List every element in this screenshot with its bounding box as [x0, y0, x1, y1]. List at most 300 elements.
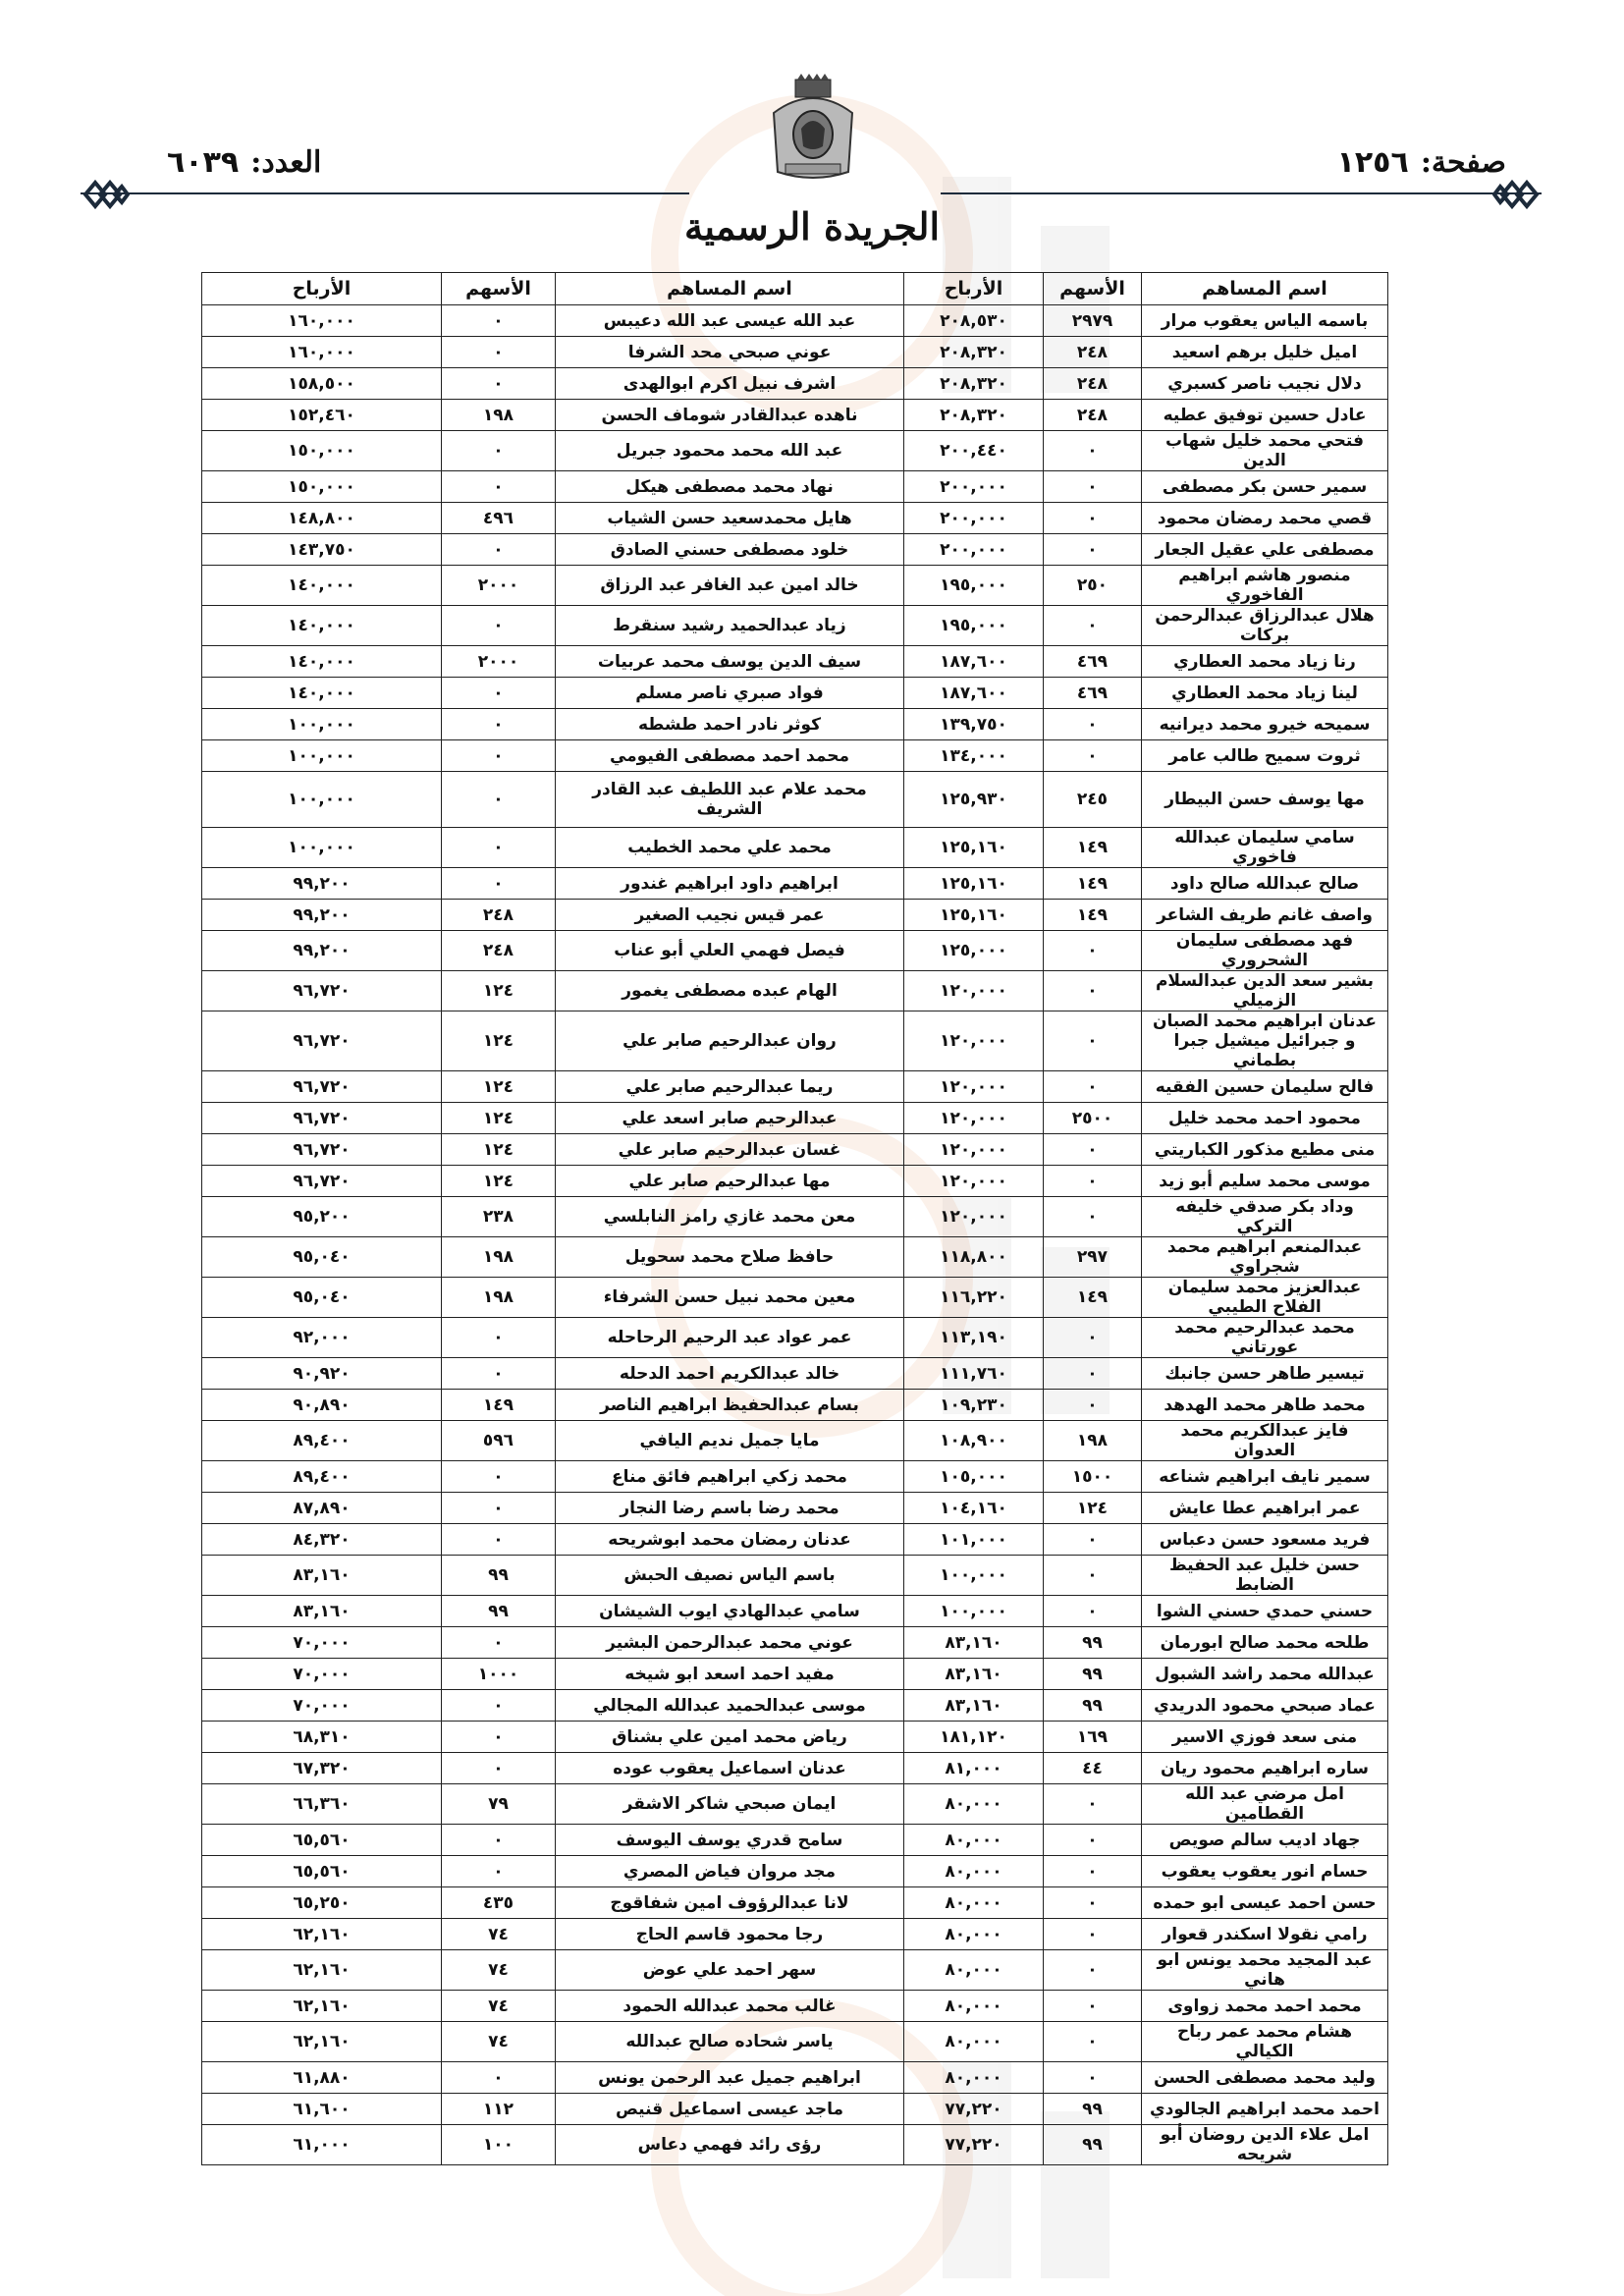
shares-count-right: ٢٤٨ — [1044, 368, 1142, 400]
shares-count-left: ١١٢ — [442, 2094, 556, 2125]
shareholder-name-right: امل علاء الدين روضان أبو شريحه — [1142, 2125, 1388, 2165]
shares-count-right: ١٤٩ — [1044, 1278, 1142, 1318]
table-row — [202, 2094, 1388, 2125]
shareholder-name-right: صالح عبدالله صالح داود — [1142, 868, 1388, 900]
shares-count-right: ١٩٨ — [1044, 1421, 1142, 1461]
table-row — [202, 1358, 1388, 1390]
shares-count-left: ١٢٤ — [442, 1011, 556, 1071]
profits-amount-right: ١٩٥,٠٠٠ — [904, 566, 1044, 606]
profits-amount-left: ١٦٠,٠٠٠ — [202, 337, 442, 368]
shareholder-name-right: رامي نقولا اسكندر قعوار — [1142, 1919, 1388, 1950]
shareholder-name-left: موسى عبدالحميد عبدالله المجالي — [556, 1690, 904, 1722]
shareholder-name-right: فايز عبدالكريم محمد العدوان — [1142, 1421, 1388, 1461]
shares-count-right: ٠ — [1044, 2062, 1142, 2094]
table-row — [202, 1461, 1388, 1493]
shareholder-name-left: لانا عبدالرؤوف امين شفاقوج — [556, 1887, 904, 1919]
profits-amount-right: ١٠٨,٩٠٠ — [904, 1421, 1044, 1461]
shares-count-left: ٠ — [442, 1722, 556, 1753]
shares-count-left: ٠ — [442, 606, 556, 646]
shareholder-name-left: رؤى رائد فهمي دعاس — [556, 2125, 904, 2165]
shares-count-right: ٩٩ — [1044, 1659, 1142, 1690]
shareholder-name-left: عبد الله عيسى عبد الله دعيبس — [556, 305, 904, 337]
shares-count-right: ٢٩٧٩ — [1044, 305, 1142, 337]
table-row — [202, 1753, 1388, 1784]
issue-label-text: العدد: — [250, 145, 322, 180]
shares-count-right: ٢٤٥ — [1044, 772, 1142, 828]
shareholder-name-right: محمد طاهر محمد الهدهد — [1142, 1390, 1388, 1421]
profits-amount-left: ٨٣,١٦٠ — [202, 1596, 442, 1627]
shares-count-left: ٠ — [442, 1690, 556, 1722]
shareholder-name-right: عدنان ابراهيم محمد الصبان و جبرائيل ميشيل جبرا بطماني — [1142, 1011, 1388, 1071]
header-name-left: اسم المساهم — [556, 273, 904, 305]
coat-of-arms-emblem — [766, 74, 860, 182]
shares-count-left: ١٠٠٠ — [442, 1659, 556, 1690]
shareholder-name-left: خالد عبدالكريم احمد الدحله — [556, 1358, 904, 1390]
table-row — [202, 1690, 1388, 1722]
shares-count-left: ١٩٨ — [442, 1278, 556, 1318]
shareholder-name-right: ساره ابراهيم محمود ريان — [1142, 1753, 1388, 1784]
table-row — [202, 1919, 1388, 1950]
shareholder-name-right: احمد محمد ابراهيم الجالودي — [1142, 2094, 1388, 2125]
shares-count-left: ٠ — [442, 1524, 556, 1556]
shareholder-name-right: قصي محمد رمضان محمود — [1142, 503, 1388, 534]
shares-count-left: ٢٤٨ — [442, 931, 556, 971]
shares-count-left: ٠ — [442, 1627, 556, 1659]
profits-amount-right: ٢٠٠,٠٠٠ — [904, 503, 1044, 534]
shares-count-right: ٠ — [1044, 1556, 1142, 1596]
profits-amount-right: ١٠٩,٢٣٠ — [904, 1390, 1044, 1421]
profits-amount-left: ٦١,٨٨٠ — [202, 2062, 442, 2094]
shares-count-left: ٠ — [442, 709, 556, 740]
header-rule-left — [81, 192, 689, 194]
profits-amount-left: ٩٥,٠٤٠ — [202, 1278, 442, 1318]
shares-count-left: ١٤٩ — [442, 1390, 556, 1421]
shareholder-name-right: فتحي محمد خليل شهاب الدين — [1142, 431, 1388, 471]
shareholder-name-left: غالب محمد عبدالله الحمود — [556, 1991, 904, 2022]
shares-count-right: ٤٤ — [1044, 1753, 1142, 1784]
shareholder-name-left: عوني صبحي محد الشرفا — [556, 337, 904, 368]
profits-amount-left: ٦٥,٥٦٠ — [202, 1856, 442, 1887]
profits-amount-right: ١٨٧,٦٠٠ — [904, 646, 1044, 678]
issue-number-label — [167, 145, 321, 180]
shares-count-right: ٠ — [1044, 709, 1142, 740]
shares-count-left: ١٢٤ — [442, 1103, 556, 1134]
shareholders-table — [201, 272, 1388, 2165]
header-name-right: اسم المساهم — [1142, 273, 1388, 305]
table-row — [202, 2125, 1388, 2165]
shareholder-name-left: ابراهيم داود ابراهيم غندور — [556, 868, 904, 900]
shares-count-right: ٠ — [1044, 1856, 1142, 1887]
shares-count-left: ٢٠٠٠ — [442, 646, 556, 678]
table-row — [202, 1134, 1388, 1166]
table-row — [202, 534, 1388, 566]
profits-amount-left: ٨٧,٨٩٠ — [202, 1493, 442, 1524]
shares-count-right: ٤٦٩ — [1044, 646, 1142, 678]
shares-count-left: ١٢٤ — [442, 1166, 556, 1197]
shares-count-right: ٠ — [1044, 1166, 1142, 1197]
shareholder-name-left: مجد مروان فياض المصري — [556, 1856, 904, 1887]
shares-count-right: ٢٤٨ — [1044, 337, 1142, 368]
profits-amount-right: ١٠٤,١٦٠ — [904, 1493, 1044, 1524]
table-row — [202, 1950, 1388, 1991]
profits-amount-left: ٦١,٠٠٠ — [202, 2125, 442, 2165]
shareholder-name-left: عبد الله محمد محمود جبريل — [556, 431, 904, 471]
header-rule-right — [941, 192, 1542, 194]
shares-count-left: ١٢٤ — [442, 1134, 556, 1166]
shareholder-name-right: فالح سليمان حسين الفقيه — [1142, 1071, 1388, 1103]
table-row — [202, 1856, 1388, 1887]
shares-count-right: ٠ — [1044, 431, 1142, 471]
profits-amount-right: ١١٨,٨٠٠ — [904, 1237, 1044, 1278]
profits-amount-left: ٦٨,٣١٠ — [202, 1722, 442, 1753]
table-row — [202, 1524, 1388, 1556]
profits-amount-left: ١٦٠,٠٠٠ — [202, 305, 442, 337]
shares-count-left: ٠ — [442, 1753, 556, 1784]
profits-amount-left: ١٤٠,٠٠٠ — [202, 678, 442, 709]
shareholder-name-right: هلال عبدالرزاق عبدالرحمن بركات — [1142, 606, 1388, 646]
shareholder-name-right: فريد مسعود حسن دعباس — [1142, 1524, 1388, 1556]
table-row — [202, 2022, 1388, 2062]
profits-amount-left: ٩٦,٧٢٠ — [202, 1166, 442, 1197]
shares-count-right: ٠ — [1044, 2022, 1142, 2062]
profits-amount-right: ١١١,٧٦٠ — [904, 1358, 1044, 1390]
profits-amount-right: ٢٠٨,٣٢٠ — [904, 337, 1044, 368]
profits-amount-left: ٨٩,٤٠٠ — [202, 1421, 442, 1461]
shareholder-name-right: محمود احمد محمد خليل — [1142, 1103, 1388, 1134]
shares-count-right: ٠ — [1044, 1991, 1142, 2022]
shares-count-left: ١٢٤ — [442, 971, 556, 1011]
table-row — [202, 1825, 1388, 1856]
shareholder-name-right: عبد المجيد محمد يونس ابو هاني — [1142, 1950, 1388, 1991]
shares-count-right: ٠ — [1044, 1390, 1142, 1421]
shareholder-name-right: وليد محمد مصطفى الحسن — [1142, 2062, 1388, 2094]
table-row — [202, 1103, 1388, 1134]
profits-amount-left: ١٥٠,٠٠٠ — [202, 471, 442, 503]
profits-amount-right: ٨٣,١٦٠ — [904, 1690, 1044, 1722]
profits-amount-left: ٧٠,٠٠٠ — [202, 1659, 442, 1690]
table-row — [202, 971, 1388, 1011]
table-row — [202, 1493, 1388, 1524]
profits-amount-right: ٨٣,١٦٠ — [904, 1659, 1044, 1690]
shares-count-left: ٧٤ — [442, 1950, 556, 1991]
profits-amount-left: ١٠٠,٠٠٠ — [202, 740, 442, 772]
profits-amount-right: ٨٠,٠٠٠ — [904, 1784, 1044, 1825]
profits-amount-right: ١٢٥,١٦٠ — [904, 868, 1044, 900]
table-row — [202, 2062, 1388, 2094]
shareholder-name-left: رياض محمد امين علي بشناق — [556, 1722, 904, 1753]
shares-count-left: ١٢٤ — [442, 1071, 556, 1103]
table-row — [202, 1722, 1388, 1753]
shareholder-name-left: روان عبدالرحيم صابر علي — [556, 1011, 904, 1071]
profits-amount-left: ٦٢,١٦٠ — [202, 2022, 442, 2062]
profits-amount-right: ٨٠,٠٠٠ — [904, 1950, 1044, 1991]
shares-count-left: ٠ — [442, 1825, 556, 1856]
profits-amount-left: ٩٠,٨٩٠ — [202, 1390, 442, 1421]
shares-count-left: ٠ — [442, 1318, 556, 1358]
profits-amount-right: ١١٦,٢٢٠ — [904, 1278, 1044, 1318]
shares-count-left: ٠ — [442, 1461, 556, 1493]
shareholder-name-right: عبدالله محمد راشد الشبول — [1142, 1659, 1388, 1690]
shares-count-right: ٠ — [1044, 1596, 1142, 1627]
table-row — [202, 400, 1388, 431]
shareholder-name-right: حسن احمد عيسى ابو حمده — [1142, 1887, 1388, 1919]
table-row — [202, 900, 1388, 931]
profits-amount-left: ٩٦,٧٢٠ — [202, 1134, 442, 1166]
profits-amount-left: ١٥٠,٠٠٠ — [202, 431, 442, 471]
shareholder-name-left: سامي عبدالهادي ايوب الشيشان — [556, 1596, 904, 1627]
table-row — [202, 1421, 1388, 1461]
shares-count-left: ٧٤ — [442, 1991, 556, 2022]
shares-count-left: ٢٠٠٠ — [442, 566, 556, 606]
table-row — [202, 431, 1388, 471]
profits-amount-right: ١٨١,١٢٠ — [904, 1722, 1044, 1753]
shareholder-name-right: حسام انور يعقوب يعقوب — [1142, 1856, 1388, 1887]
profits-amount-right: ١٠١,٠٠٠ — [904, 1524, 1044, 1556]
table-row — [202, 1596, 1388, 1627]
shares-count-right: ١٥٠٠ — [1044, 1461, 1142, 1493]
profits-amount-right: ١١٣,١٩٠ — [904, 1318, 1044, 1358]
shareholder-name-right: حسن خليل عبد الحفيظ الضابط — [1142, 1556, 1388, 1596]
shareholder-name-right: موسى محمد سليم أبو زيد — [1142, 1166, 1388, 1197]
profits-amount-left: ١٥٢,٤٦٠ — [202, 400, 442, 431]
profits-amount-left: ٩٩,٢٠٠ — [202, 868, 442, 900]
profits-amount-right: ٧٧,٢٢٠ — [904, 2125, 1044, 2165]
shares-count-left: ٠ — [442, 1856, 556, 1887]
shares-count-right: ٤٦٩ — [1044, 678, 1142, 709]
shares-count-left: ٠ — [442, 534, 556, 566]
profits-amount-left: ٨٣,١٦٠ — [202, 1556, 442, 1596]
shares-count-left: ٠ — [442, 828, 556, 868]
table-row — [202, 471, 1388, 503]
table-row — [202, 709, 1388, 740]
shareholder-name-left: عمر عواد عبد الرحيم الرحاحله — [556, 1318, 904, 1358]
shareholder-name-left: غسان عبدالرحيم صابر علي — [556, 1134, 904, 1166]
shares-count-left: ٠ — [442, 740, 556, 772]
shares-count-right: ٩٩ — [1044, 2094, 1142, 2125]
shareholder-name-left: محمد احمد مصطفى الفيومي — [556, 740, 904, 772]
profits-amount-right: ٢٠٠,٠٠٠ — [904, 534, 1044, 566]
shareholder-name-right: مها يوسف حسن البيطار — [1142, 772, 1388, 828]
shareholder-name-left: ماجد عيسى اسماعيل قنيص — [556, 2094, 904, 2125]
profits-amount-right: ٢٠٨,٥٣٠ — [904, 305, 1044, 337]
profits-amount-right: ٨٠,٠٠٠ — [904, 1991, 1044, 2022]
profits-amount-right: ١٢٥,١٦٠ — [904, 828, 1044, 868]
table-row — [202, 566, 1388, 606]
shares-count-left: ٢٤٨ — [442, 900, 556, 931]
shareholder-name-left: خالد امين عبد الغافر عبد الرزاق — [556, 566, 904, 606]
profits-amount-right: ١٢٥,١٦٠ — [904, 900, 1044, 931]
shareholder-name-left: باسم الياس نصيف الحبش — [556, 1556, 904, 1596]
shares-count-left: ٧٤ — [442, 1919, 556, 1950]
shares-count-right: ٠ — [1044, 503, 1142, 534]
profits-amount-right: ١٢٠,٠٠٠ — [904, 1166, 1044, 1197]
profits-amount-left: ١٤٨,٨٠٠ — [202, 503, 442, 534]
gazette-title: الجريدة الرسمية — [683, 204, 941, 248]
table-row — [202, 1887, 1388, 1919]
profits-amount-left: ١٠٠,٠٠٠ — [202, 772, 442, 828]
profits-amount-right: ١٠٥,٠٠٠ — [904, 1461, 1044, 1493]
page-number: ١٢٥٦ — [1336, 145, 1409, 180]
shares-count-right: ٩٩ — [1044, 2125, 1142, 2165]
shares-count-left: ٠ — [442, 678, 556, 709]
shareholder-name-left: ريما عبدالرحيم صابر علي — [556, 1071, 904, 1103]
shareholder-name-right: تيسير طاهر حسن جانبك — [1142, 1358, 1388, 1390]
header-profits-right: الأرباح — [904, 273, 1044, 305]
shares-count-left: ٢٣٨ — [442, 1197, 556, 1237]
profits-amount-left: ١٥٨,٥٠٠ — [202, 368, 442, 400]
shareholder-name-left: مفيد احمد اسعد ابو شيخه — [556, 1659, 904, 1690]
profits-amount-left: ١٤٣,٧٥٠ — [202, 534, 442, 566]
shareholder-name-left: ابراهيم جميل عبد الرحمن يونس — [556, 2062, 904, 2094]
profits-amount-right: ٨٠,٠٠٠ — [904, 1856, 1044, 1887]
profits-amount-left: ٩٦,٧٢٠ — [202, 1071, 442, 1103]
shareholder-name-left: عوني محمد عبدالرحمن البشير — [556, 1627, 904, 1659]
table-row — [202, 1556, 1388, 1596]
shares-count-left: ١٩٨ — [442, 400, 556, 431]
profits-amount-right: ١٢٠,٠٠٠ — [904, 1134, 1044, 1166]
shares-count-right: ١٤٩ — [1044, 828, 1142, 868]
shareholder-name-left: سيف الدين يوسف محمد عربيات — [556, 646, 904, 678]
shareholder-name-left: مها عبدالرحيم صابر علي — [556, 1166, 904, 1197]
table-row — [202, 646, 1388, 678]
shareholder-name-right: مصطفى علي عقيل الجعار — [1142, 534, 1388, 566]
shareholder-name-left: محمد علام عبد اللطيف عبد القادر الشريف — [556, 772, 904, 828]
shares-count-right: ٠ — [1044, 740, 1142, 772]
profits-amount-left: ٦٧,٣٢٠ — [202, 1753, 442, 1784]
shares-count-right: ٠ — [1044, 1318, 1142, 1358]
table-header-row — [202, 273, 1388, 305]
shares-count-left: ٩٩ — [442, 1556, 556, 1596]
shares-count-left: ٠ — [442, 1358, 556, 1390]
shares-count-right: ٩٩ — [1044, 1627, 1142, 1659]
profits-amount-left: ٩٩,٢٠٠ — [202, 931, 442, 971]
profits-amount-right: ٨٠,٠٠٠ — [904, 1887, 1044, 1919]
profits-amount-right: ١٠٠,٠٠٠ — [904, 1596, 1044, 1627]
profits-amount-left: ٦٦,٣٦٠ — [202, 1784, 442, 1825]
shareholder-name-left: عدنان اسماعيل يعقوب عوده — [556, 1753, 904, 1784]
shareholder-name-right: محمد عبدالرحيم محمد عورتاني — [1142, 1318, 1388, 1358]
profits-amount-right: ٢٠٠,٤٤٠ — [904, 431, 1044, 471]
shareholder-name-right: سمير حسن بكر مصطفى — [1142, 471, 1388, 503]
shares-count-left: ٧٤ — [442, 2022, 556, 2062]
shares-count-left: ٠ — [442, 772, 556, 828]
profits-amount-left: ٧٠,٠٠٠ — [202, 1690, 442, 1722]
shares-count-right: ٠ — [1044, 971, 1142, 1011]
shareholder-name-right: رنا زياد محمد العطاري — [1142, 646, 1388, 678]
shareholder-name-left: بسام عبدالحفيظ ابراهيم الناصر — [556, 1390, 904, 1421]
shares-count-left: ٤٩٦ — [442, 503, 556, 534]
profits-amount-right: ١٢٠,٠٠٠ — [904, 971, 1044, 1011]
shareholder-name-left: ناهده عبدالقادر شوماف الحسن — [556, 400, 904, 431]
table-row — [202, 1197, 1388, 1237]
shareholder-name-right: سمير نايف ابراهيم شناعه — [1142, 1461, 1388, 1493]
profits-amount-right: ١٢٠,٠٠٠ — [904, 1071, 1044, 1103]
shares-count-right: ٠ — [1044, 606, 1142, 646]
shares-count-left: ٠ — [442, 368, 556, 400]
shares-count-left: ٠ — [442, 868, 556, 900]
shareholder-name-left: محمد زكي ابراهيم فائق مناع — [556, 1461, 904, 1493]
shareholder-name-right: عبدالمنعم ابراهيم محمد شجراوي — [1142, 1237, 1388, 1278]
profits-amount-left: ١٠٠,٠٠٠ — [202, 709, 442, 740]
shares-count-right: ٠ — [1044, 1358, 1142, 1390]
profits-amount-left: ٦١,٦٠٠ — [202, 2094, 442, 2125]
shareholder-name-right: منى مطيع مذكور الكباريتي — [1142, 1134, 1388, 1166]
shares-count-left: ٠ — [442, 305, 556, 337]
table-body — [202, 305, 1388, 2165]
profits-amount-left: ٩٢,٠٠٠ — [202, 1318, 442, 1358]
profits-amount-left: ٦٢,١٦٠ — [202, 1919, 442, 1950]
profits-amount-left: ١٤٠,٠٠٠ — [202, 646, 442, 678]
table-row — [202, 1166, 1388, 1197]
shareholder-name-left: معين محمد نبيل حسن الشرفاء — [556, 1278, 904, 1318]
shareholder-name-left: ايمان صبحي شاكر الاشقر — [556, 1784, 904, 1825]
profits-amount-right: ١٣٩,٧٥٠ — [904, 709, 1044, 740]
profits-amount-left: ٩٦,٧٢٠ — [202, 1011, 442, 1071]
profits-amount-right: ٨١,٠٠٠ — [904, 1753, 1044, 1784]
shareholder-name-right: عادل حسين توفيق عطيه — [1142, 400, 1388, 431]
shareholder-name-right: اميل خليل برهم اسعيد — [1142, 337, 1388, 368]
shares-count-right: ٠ — [1044, 1134, 1142, 1166]
shareholder-name-left: عبدالرحيم صابر اسعد علي — [556, 1103, 904, 1134]
shareholder-name-right: واصف غانم طريف الشاعر — [1142, 900, 1388, 931]
profits-amount-right: ١٢٥,٩٣٠ — [904, 772, 1044, 828]
shareholder-name-left: محمد رضا باسم رضا النجار — [556, 1493, 904, 1524]
shares-count-right: ٠ — [1044, 1197, 1142, 1237]
shares-count-left: ٠ — [442, 2062, 556, 2094]
profits-amount-right: ٨٠,٠٠٠ — [904, 2022, 1044, 2062]
shares-count-right: ١٤٩ — [1044, 868, 1142, 900]
shares-count-right: ٩٩ — [1044, 1690, 1142, 1722]
shareholder-name-right: لينا زياد محمد العطاري — [1142, 678, 1388, 709]
shares-count-left: ٠ — [442, 431, 556, 471]
profits-amount-right: ١٢٠,٠٠٠ — [904, 1011, 1044, 1071]
profits-amount-right: ١٢٥,٠٠٠ — [904, 931, 1044, 971]
profits-amount-right: ٢٠٨,٣٢٠ — [904, 400, 1044, 431]
shareholder-name-right: فهد مصطفى سليمان الشحروري — [1142, 931, 1388, 971]
profits-amount-left: ٦٢,١٦٠ — [202, 1991, 442, 2022]
profits-amount-left: ٩٦,٧٢٠ — [202, 971, 442, 1011]
table-row — [202, 1390, 1388, 1421]
table-row — [202, 1991, 1388, 2022]
shareholder-name-right: طلحه محمد صالح ابورمان — [1142, 1627, 1388, 1659]
table-row — [202, 337, 1388, 368]
page-number-label — [1337, 145, 1506, 180]
shareholder-name-left: خلود مصطفى حسني الصادق — [556, 534, 904, 566]
table-row — [202, 1627, 1388, 1659]
shareholder-name-left: فواد صبري ناصر مسلم — [556, 678, 904, 709]
shareholder-name-left: سهر احمد علي عوض — [556, 1950, 904, 1991]
shares-count-right: ٠ — [1044, 1784, 1142, 1825]
table-row — [202, 1071, 1388, 1103]
shares-count-right: ٠ — [1044, 1011, 1142, 1071]
page-label-text: صفحة: — [1420, 145, 1506, 180]
profits-amount-right: ٨٠,٠٠٠ — [904, 1825, 1044, 1856]
shareholder-name-left: فيصل فهمي العلي أبو عناب — [556, 931, 904, 971]
shareholder-name-right: جهاد اديب سالم صويص — [1142, 1825, 1388, 1856]
profits-amount-right: ٨٠,٠٠٠ — [904, 1919, 1044, 1950]
table-row — [202, 305, 1388, 337]
profits-amount-right: ٨٠,٠٠٠ — [904, 2062, 1044, 2094]
shareholder-name-right: محمد احمد محمد زواوى — [1142, 1991, 1388, 2022]
shareholder-name-right: منى سعد فوزي الاسير — [1142, 1722, 1388, 1753]
shares-count-right: ٠ — [1044, 1950, 1142, 1991]
shares-count-left: ١٠٠ — [442, 2125, 556, 2165]
shares-count-right: ٠ — [1044, 931, 1142, 971]
shares-count-right: ١٢٤ — [1044, 1493, 1142, 1524]
shareholder-name-left: زياد عبدالحميد رشيد سنقرط — [556, 606, 904, 646]
table-row — [202, 772, 1388, 828]
profits-amount-left: ٩٦,٧٢٠ — [202, 1103, 442, 1134]
